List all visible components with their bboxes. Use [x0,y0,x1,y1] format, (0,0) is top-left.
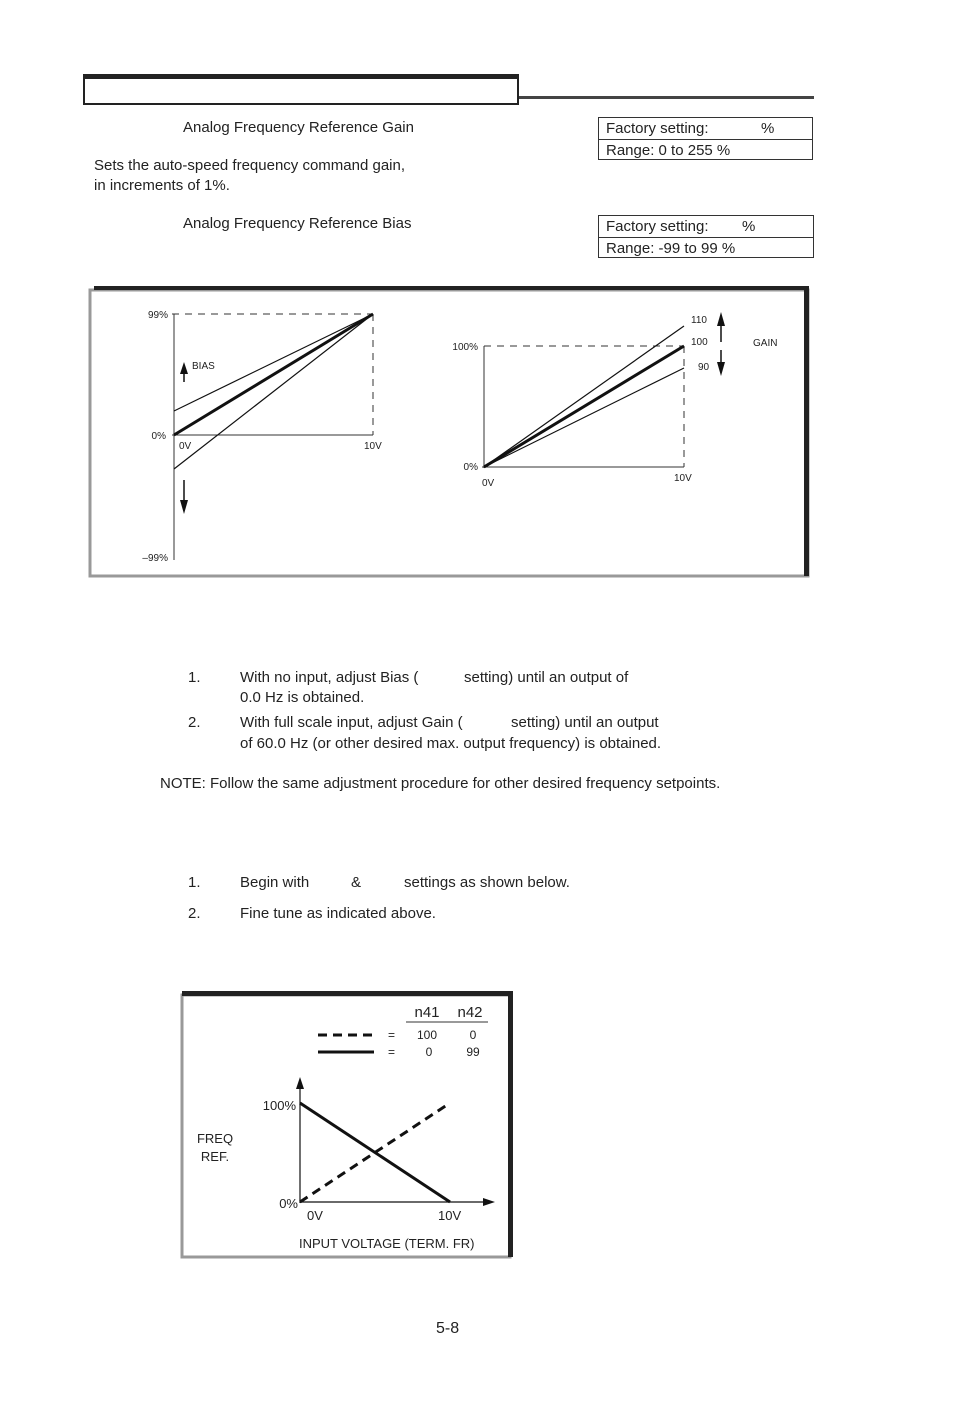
inverse-ylabel-line2: REF. [200,1149,230,1164]
bias-label-0v: 0V [179,441,192,452]
proc2-step1a: Begin with [240,874,310,891]
proc1-step1-line2: 0.0 Hz is obtained. [240,689,365,706]
bias-label-top: 99% [147,310,168,321]
bias-arrow-label: BIAS [192,361,215,372]
inverse-label-0v: 0V [307,1208,323,1223]
bias-settings-box [598,215,814,258]
legend-solid-n41: 0 [425,1045,433,1059]
inverse-panel-shadow-top [182,991,513,996]
panel-shadow-top [94,286,809,290]
page-number: 5-8 [436,1320,460,1337]
legend-col-n41: n41 [414,1004,440,1021]
panel-shadow-right [804,286,809,576]
bias-param-title: Analog Frequency Reference Bias [183,215,412,232]
bias-label-zero: 0% [151,431,166,442]
bias-line-zero [174,314,373,435]
proc2-step2-num: 2. [188,905,201,922]
gain-line-110 [484,326,684,467]
gain-graph [452,312,777,489]
proc1-step1-line1b: setting) until an output of [464,669,629,686]
proc1-step2-num: 2. [188,714,201,731]
inverse-diagram [178,989,516,1261]
gain-label-zero: 0% [463,462,478,473]
inverse-label-10v: 10V [438,1208,462,1223]
legend-solid-eq: = [388,1045,396,1059]
legend-dashed-n41: 100 [416,1028,438,1042]
proc2-step2: Fine tune as indicated above. [240,905,436,922]
proc1-step2-line2: of 60.0 Hz (or other desired max. output frequency) is obtained. [240,735,662,752]
gain-label-10v: 10V [674,473,692,484]
gain-arrow-down-icon [717,350,725,376]
bias-label-bottom: –99% [142,553,168,564]
inverse-x-arrow-icon [483,1198,495,1206]
inverse-xlabel: INPUT VOLTAGE (TERM. FR) [299,1236,475,1251]
gain-factory-label: Factory setting: [606,120,709,137]
bias-label-10v: 10V [364,441,382,452]
gain-label-top: 100% [452,342,478,353]
header-box [83,74,519,105]
inverse-panel-shadow-right [508,991,513,1257]
bias-factory-label: Factory setting: [606,218,709,235]
gain-range: Range: 0 to 255 % [599,139,812,161]
note-text: NOTE: Follow the same adjustment procedure for other desired frequency setpoints. [160,775,721,792]
legend-dashed-eq: = [388,1028,396,1042]
gain-param-title: Analog Frequency Reference Gain [183,119,414,136]
proc1-step2-line1a: With full scale input, adjust Gain ( [240,714,463,731]
gain-label-0v: 0V [482,478,495,489]
proc2-step1b: & [351,874,362,891]
bias-arrow-up-icon [180,362,188,382]
legend-col-n42: n42 [457,1004,483,1021]
gain-arrow-up-icon [717,312,725,342]
proc1-step1-num: 1. [188,669,201,686]
proc1-step2-line1b: setting) until an output [511,714,659,731]
proc2-step1-num: 1. [188,874,201,891]
gain-label-100: 100 [691,337,708,348]
gain-line-100 [484,346,684,467]
legend-solid-n42: 99 [466,1045,480,1059]
bias-arrow-down-icon [180,480,188,514]
inverse-label-100: 100% [262,1098,296,1113]
gain-line-90 [484,368,684,467]
bias-factory-setting [599,216,813,237]
inverse-y-arrow-icon [296,1077,304,1089]
gain-desc-line1: Sets the auto-speed frequency command gain, [94,157,406,174]
proc2-step1c: settings as shown below. [404,874,570,891]
bias-range: Range: -99 to 99 % [599,237,813,259]
gain-arrow-label: GAIN [753,338,778,349]
bias-gain-diagram [86,284,814,584]
gain-label-90: 90 [698,362,710,373]
panel-frame [90,290,808,576]
gain-settings-box [598,117,813,160]
legend-dashed-n42: 0 [469,1028,477,1042]
inverse-label-0: 0% [279,1196,298,1211]
bias-graph [142,310,382,564]
bias-factory-unit: % [742,218,756,235]
gain-factory-unit: % [761,120,775,137]
gain-factory-setting [599,118,812,139]
bias-line-negative [174,314,373,469]
header-rule [519,96,814,99]
gain-label-110: 110 [691,315,707,326]
proc1-step1-line1a: With no input, adjust Bias ( [240,669,419,686]
gain-desc-line2: in increments of 1%. [94,177,230,194]
inverse-ylabel-line1: FREQ [196,1131,234,1146]
